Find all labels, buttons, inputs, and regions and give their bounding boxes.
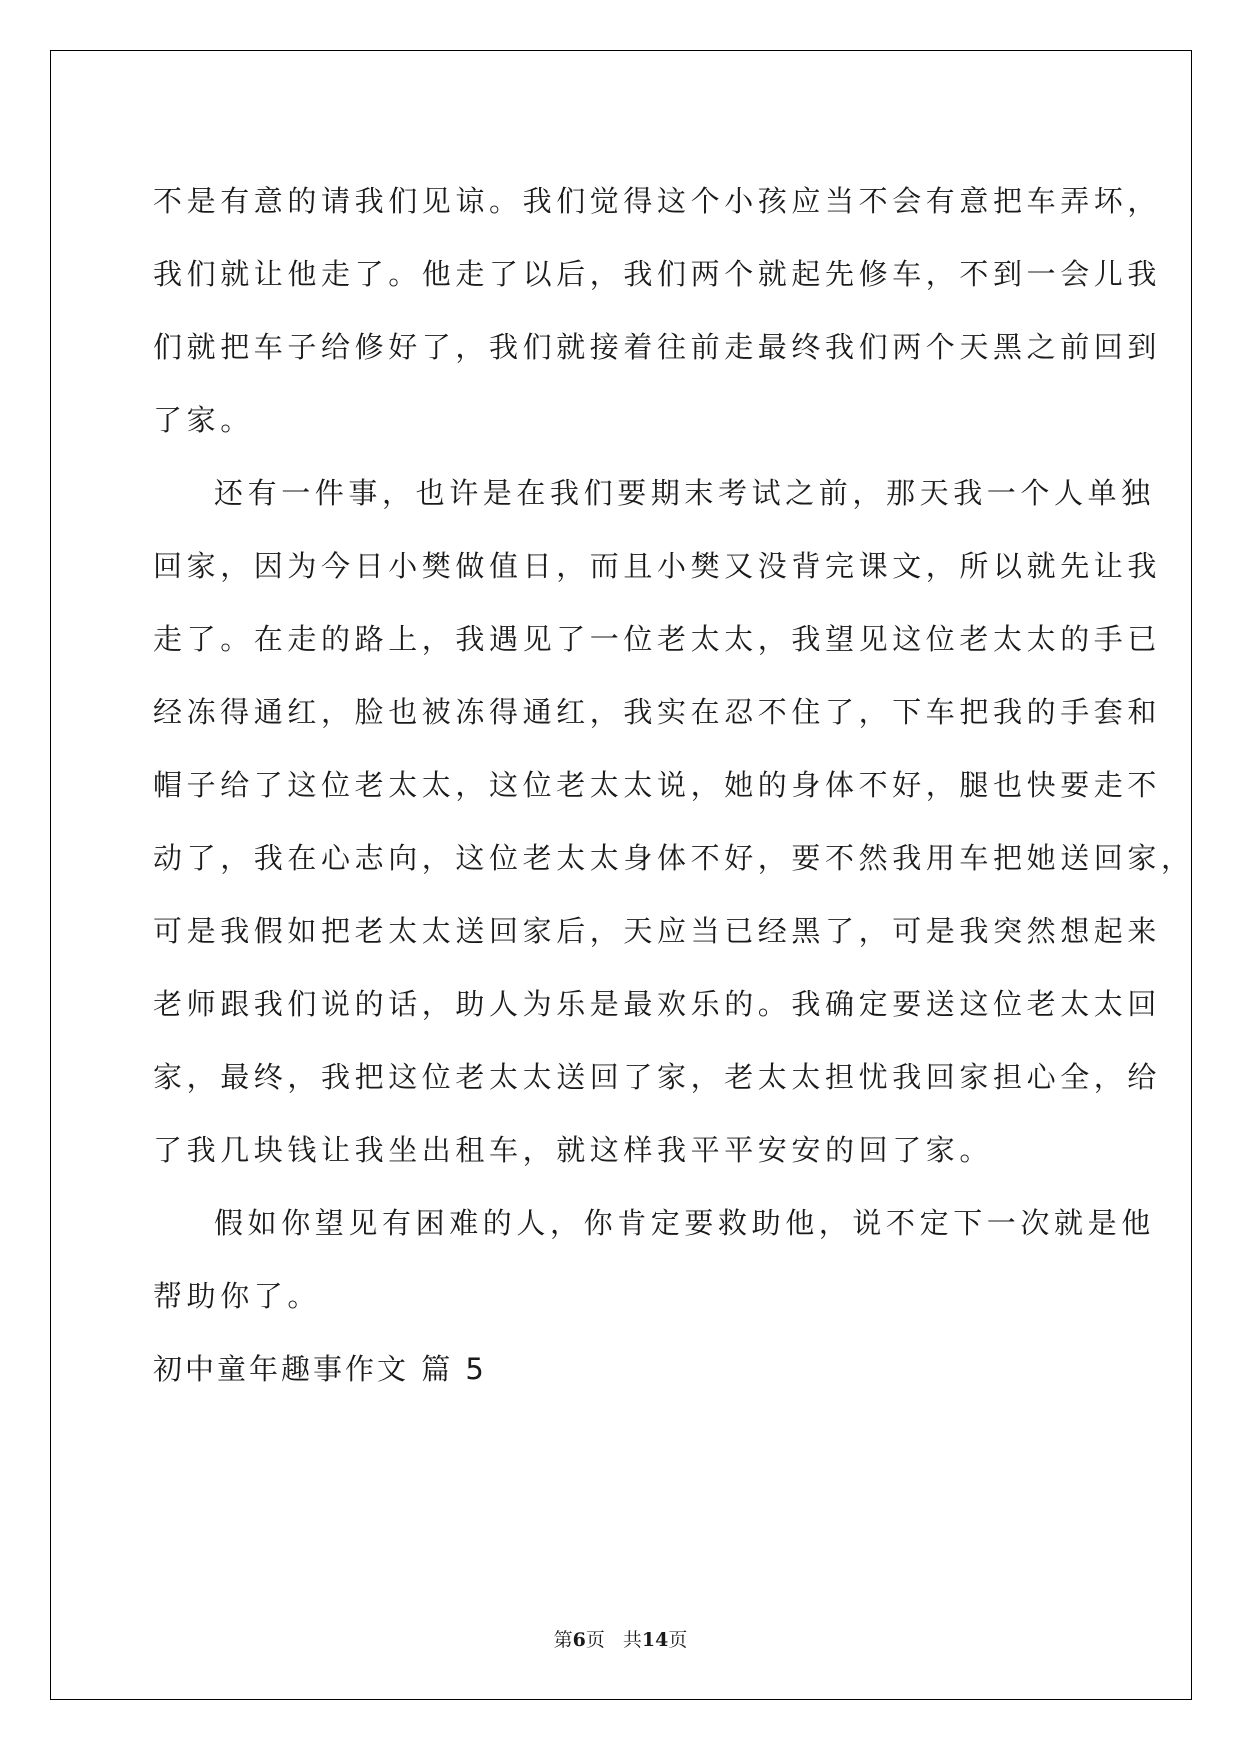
text-line: 我们就让他走了。他走了以后，我们两个就起先修车，不到一会儿我 xyxy=(153,257,1162,291)
text-line: 们就把车子给修好了，我们就接着往前走最终我们两个天黑之前回到 xyxy=(153,330,1162,364)
text-line: 了家。 xyxy=(153,403,254,437)
page-number: 6 xyxy=(572,1629,586,1651)
total-unit: 页 xyxy=(668,1629,688,1651)
page-border xyxy=(50,50,1192,1700)
page-unit: 页 xyxy=(585,1629,605,1651)
text-line: 老师跟我们说的话，助人为乐是最欢乐的。我确定要送这位老太太回 xyxy=(153,987,1162,1021)
text-line: 不是有意的请我们见谅。我们觉得这个小孩应当不会有意把车弄坏， xyxy=(153,184,1162,218)
text-line: 经冻得通红，脸也被冻得通红，我实在忍不住了，下车把我的手套和 xyxy=(153,695,1162,729)
section-heading: 初中童年趣事作文 篇 5 xyxy=(153,1352,487,1386)
paragraph-first-line: 假如你望见有困难的人，你肯定要救助他，说不定下一次就是他 xyxy=(214,1206,1155,1240)
text-line: 帽子给了这位老太太，这位老太太说，她的身体不好，腿也快要走不 xyxy=(153,768,1162,802)
total-prefix: 共 xyxy=(622,1629,642,1651)
page-prefix: 第 xyxy=(553,1629,573,1651)
text-line: 回家，因为今日小樊做值日，而且小樊又没背完课文，所以就先让我 xyxy=(153,549,1162,583)
text-line: 走了。在走的路上，我遇见了一位老太太，我望见这位老太太的手已 xyxy=(153,622,1162,656)
text-line: 可是我假如把老太太送回家后，天应当已经黑了，可是我突然想起来 xyxy=(153,914,1162,948)
text-line: 了我几块钱让我坐出租车，就这样我平平安安的回了家。 xyxy=(153,1133,994,1167)
text-line: 家，最终，我把这位老太太送回了家，老太太担忧我回家担心全，给 xyxy=(153,1060,1162,1094)
text-line: 动了，我在心志向，这位老太太身体不好，要不然我用车把她送回家， xyxy=(153,841,1195,875)
paragraph-first-line: 还有一件事，也许是在我们要期末考试之前，那天我一个人单独 xyxy=(214,476,1155,510)
text-line: 帮助你了。 xyxy=(153,1279,322,1313)
page-footer xyxy=(0,1628,1241,1652)
total-pages: 14 xyxy=(641,1629,669,1651)
